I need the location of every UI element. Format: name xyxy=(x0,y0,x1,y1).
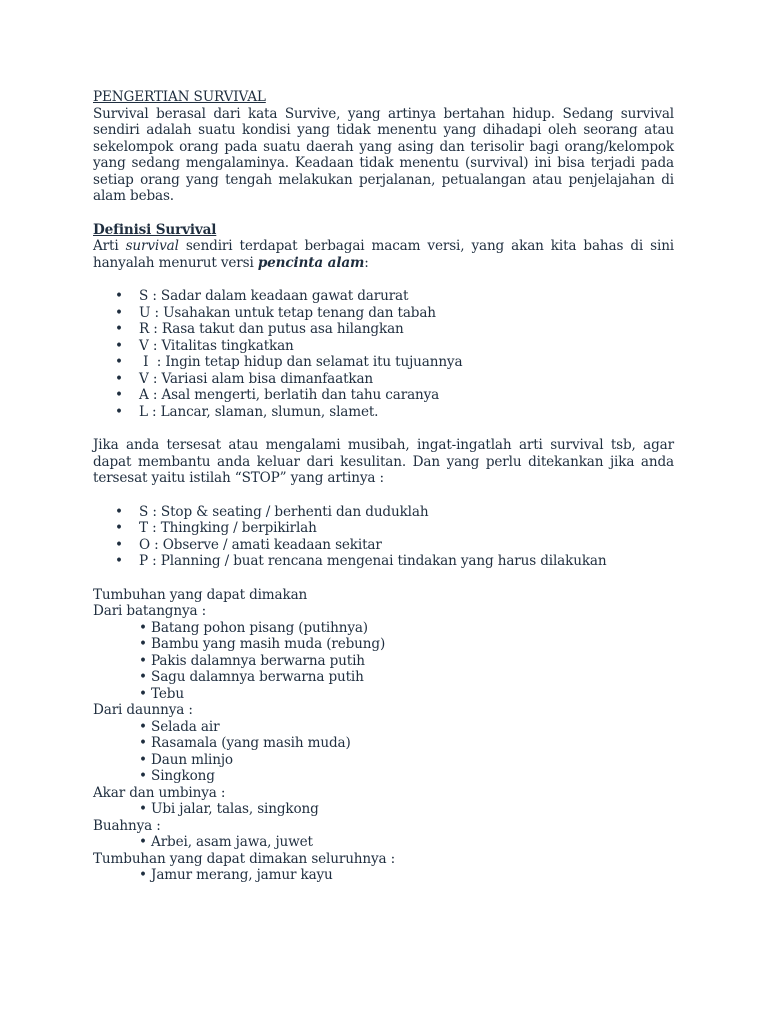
list-item: • Arbei, asam jawa, juwet xyxy=(139,834,313,850)
list-item: • P : Planning / buat rencana mengenai tindakan yang harus dilakukan xyxy=(115,553,607,569)
bullet-icon: • xyxy=(115,370,123,387)
plant-group-akar xyxy=(93,785,674,818)
bullet-icon: • xyxy=(115,321,123,337)
spacer xyxy=(93,420,674,437)
list-item: • Rasamala (yang masih muda) xyxy=(139,735,351,751)
list-item: • S : Sadar dalam keadaan gawat darurat xyxy=(115,288,409,304)
spacer xyxy=(93,487,674,504)
section-title-definisi: Definisi Survival xyxy=(93,221,217,238)
list-item: • Daun mlinjo xyxy=(139,751,233,768)
intro-text-2: sendiri terdapat berbagai macam versi, yang akan kita bahas di sini hanyalah menurut versi xyxy=(93,238,674,271)
list-item: • U : Usahakan untuk tetap tenang dan tabah xyxy=(115,304,436,321)
intro-text-end: : xyxy=(364,254,369,271)
list-item: • V : Variasi alam bisa dimanfaatkan xyxy=(115,370,374,387)
document-page xyxy=(93,89,674,884)
spacer xyxy=(93,205,674,222)
bullet-icon: • xyxy=(115,553,123,569)
list-item: • Ubi jalar, talas, singkong xyxy=(139,801,319,817)
list-item: • Jamur merang, jamur kayu xyxy=(139,867,333,883)
list-item: • R : Rasa takut dan putus asa hilangkan xyxy=(115,321,404,337)
spacer xyxy=(93,271,674,288)
intro-italic-survival: survival xyxy=(125,238,179,254)
bullet-icon: • xyxy=(115,503,123,520)
group-label: Dari daunnya : xyxy=(93,702,193,718)
spacer xyxy=(93,570,674,587)
plant-group-seluruhnya xyxy=(93,851,674,884)
bullet-icon: • xyxy=(115,520,123,536)
paragraph-stop: Jika anda tersesat atau mengalami musibah, ingat-ingatlah arti survival tsb, agar dapat membantu anda keluar dari kesulitan. Dan yang perlu ditekankan jika anda tersesat yaitu istilah “STOP” yang artinya : xyxy=(93,437,674,486)
intro-text-1: Arti xyxy=(93,238,126,254)
bullet-icon: • xyxy=(115,288,123,304)
bullet-icon: • xyxy=(115,304,123,321)
list-item: • O : Observe / amati keadaan sekitar xyxy=(115,536,382,553)
bullet-icon: • xyxy=(115,337,123,354)
group-label: Buahnya : xyxy=(93,817,161,834)
plant-group-daun xyxy=(93,702,674,785)
bullet-icon: • xyxy=(115,536,123,553)
survival-acronym-list xyxy=(93,288,674,420)
bullet-icon: • xyxy=(115,403,123,420)
list-item: • Tebu xyxy=(139,685,184,702)
group-label: Akar dan umbinya : xyxy=(93,784,226,801)
list-item: • A : Asal mengerti, berlatih dan tahu caranya xyxy=(115,387,440,403)
list-item: • V : Vitalitas tingkatkan xyxy=(115,337,294,354)
list-item: • T : Thingking / berpikirlah xyxy=(115,520,317,536)
list-item: • Selada air xyxy=(139,718,220,735)
list-item: • Bambu yang masih muda (rebung) xyxy=(139,636,386,652)
section-title-pengertian: PENGERTIAN SURVIVAL xyxy=(93,89,266,105)
group-label: Dari batangnya : xyxy=(93,603,207,619)
intro-bold-italic-pencinta-alam: pencinta alam xyxy=(257,254,365,271)
stop-acronym-list xyxy=(93,504,674,570)
bullet-icon: • xyxy=(115,387,123,403)
list-item: • S : Stop & seating / berhenti dan duduklah xyxy=(115,503,429,520)
list-item: • Sagu dalamnya berwarna putih xyxy=(139,669,364,685)
paragraph-definisi-intro xyxy=(93,238,674,271)
group-label: Tumbuhan yang dapat dimakan seluruhnya : xyxy=(93,850,396,867)
list-item: • Singkong xyxy=(139,768,215,784)
list-item: • Batang pohon pisang (putihnya) xyxy=(139,619,368,636)
list-item: • L : Lancar, slaman, slumun, slamet. xyxy=(115,403,379,420)
list-item: • I : Ingin tetap hidup dan selamat itu tujuannya xyxy=(115,354,463,370)
section-title-tumbuhan: Tumbuhan yang dapat dimakan xyxy=(93,586,308,603)
list-item: • Pakis dalamnya berwarna putih xyxy=(139,652,365,669)
plant-group-buah xyxy=(93,818,674,851)
paragraph-pengertian: Survival berasal dari kata Survive, yang artinya bertahan hidup. Sedang survival sendiri adalah suatu kondisi yang tidak menentu yang dihadapi oleh seorang atau sekelompok orang pada suatu daerah yang asing dan terisolir bagi orang/kelompok yang sedang mengalaminya. Keadaan tidak menentu (survival) ini bisa terjadi pada setiap orang yang tengah melakukan perjalanan, petualangan atau penjelajahan di alam bebas. xyxy=(93,105,674,204)
plant-group-batang xyxy=(93,603,674,702)
bullet-icon: • xyxy=(115,354,123,370)
